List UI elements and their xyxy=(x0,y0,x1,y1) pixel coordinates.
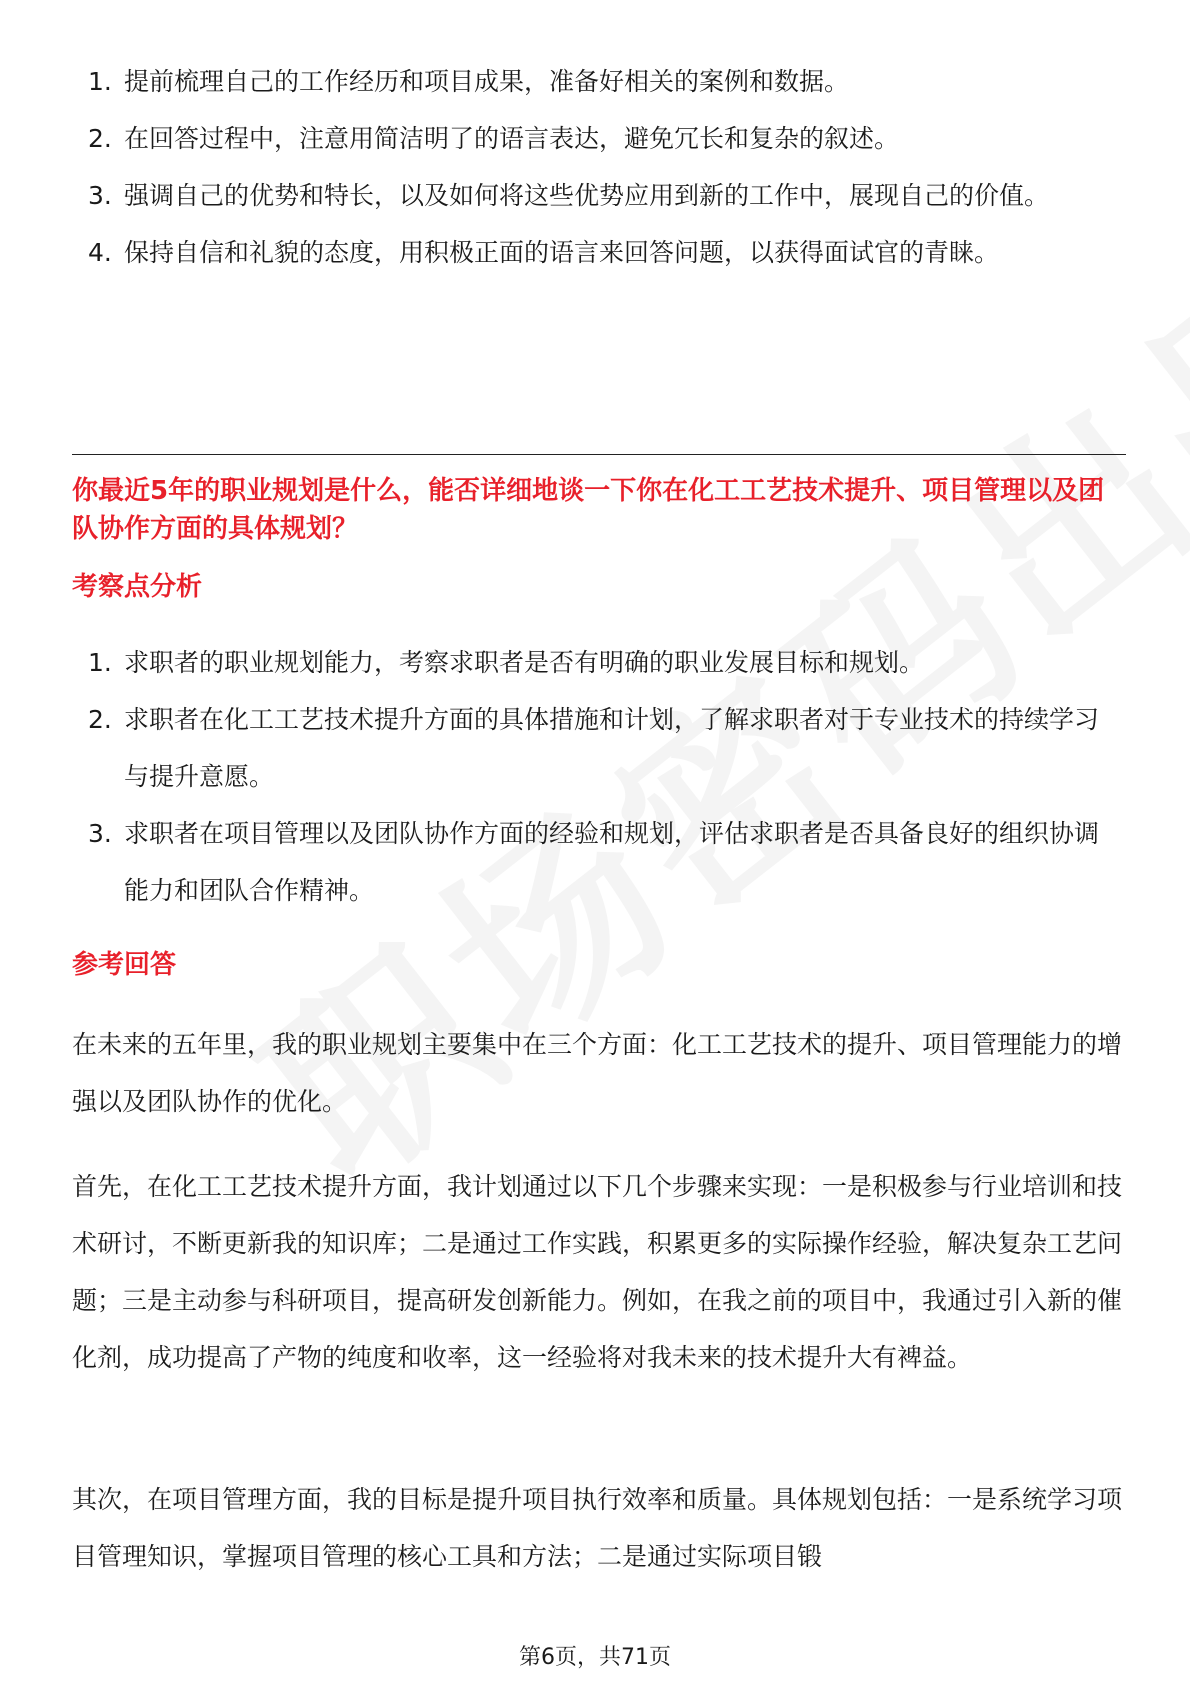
list-item-text: 求职者在化工工艺技术提升方面的具体措施和计划，了解求职者对于专业技术的持续学习与提升意愿。 xyxy=(124,705,1100,791)
list-item xyxy=(72,634,1112,691)
tips-list xyxy=(72,53,1112,281)
analysis-heading: 考察点分析 xyxy=(72,572,203,602)
list-item xyxy=(72,691,1112,805)
list-item-number: 2. xyxy=(88,705,112,734)
list-item-number: 3. xyxy=(88,181,112,210)
section-divider xyxy=(72,454,1126,455)
answer-heading: 参考回答 xyxy=(72,950,177,980)
analysis-list xyxy=(72,634,1112,919)
list-item-text: 求职者在项目管理以及团队协作方面的经验和规划，评估求职者是否具备良好的组织协调能力和团队合作精神。 xyxy=(124,819,1100,905)
list-item-number: 1. xyxy=(88,648,112,677)
list-item-text: 强调自己的优势和特长，以及如何将这些优势应用到新的工作中，展现自己的价值。 xyxy=(124,181,1050,210)
list-item-number: 4. xyxy=(88,238,112,267)
list-item xyxy=(72,53,1112,110)
list-item xyxy=(72,224,1112,281)
interview-question: 你最近5年的职业规划是什么，能否详细地谈一下你在化工工艺技术提升、项目管理以及团队协作方面的具体规划？ xyxy=(72,476,1105,544)
list-item-text: 求职者的职业规划能力，考察求职者是否有明确的职业发展目标和规划。 xyxy=(124,648,925,677)
page-footer: 第6页，共71页 xyxy=(519,1645,671,1670)
list-item xyxy=(72,110,1112,167)
list-item-number: 1. xyxy=(88,67,112,96)
answer-paragraph: 在未来的五年里，我的职业规划主要集中在三个方面：化工工艺技术的提升、项目管理能力的增强以及团队协作的优化。 xyxy=(72,1030,1123,1116)
answer-paragraph: 首先，在化工工艺技术提升方面，我计划通过以下几个步骤来实现：一是积极参与行业培训和技术研讨，不断更新我的知识库；二是通过工作实践，积累更多的实际操作经验，解决复杂工艺问题；三是主动参与科研项目，提高研发创新能力。例如，在我之前的项目中，我通过引入新的催化剂，成功提高了产物的纯度和收率，这一经验将对我未来的技术提升大有裨益。 xyxy=(72,1172,1123,1372)
list-item-text: 在回答过程中，注意用简洁明了的语言表达，避免冗长和复杂的叙述。 xyxy=(124,124,900,153)
list-item-number: 2. xyxy=(88,124,112,153)
answer-paragraph: 其次，在项目管理方面，我的目标是提升项目执行效率和质量。具体规划包括：一是系统学习项目管理知识，掌握项目管理的核心工具和方法；二是通过实际项目锻 xyxy=(72,1485,1123,1571)
list-item-number: 3. xyxy=(88,819,112,848)
list-item xyxy=(72,805,1112,919)
list-item-text: 提前梳理自己的工作经历和项目成果，准备好相关的案例和数据。 xyxy=(124,67,850,96)
list-item xyxy=(72,167,1112,224)
list-item-text: 保持自信和礼貌的态度，用积极正面的语言来回答问题，以获得面试官的青睐。 xyxy=(124,238,1000,267)
